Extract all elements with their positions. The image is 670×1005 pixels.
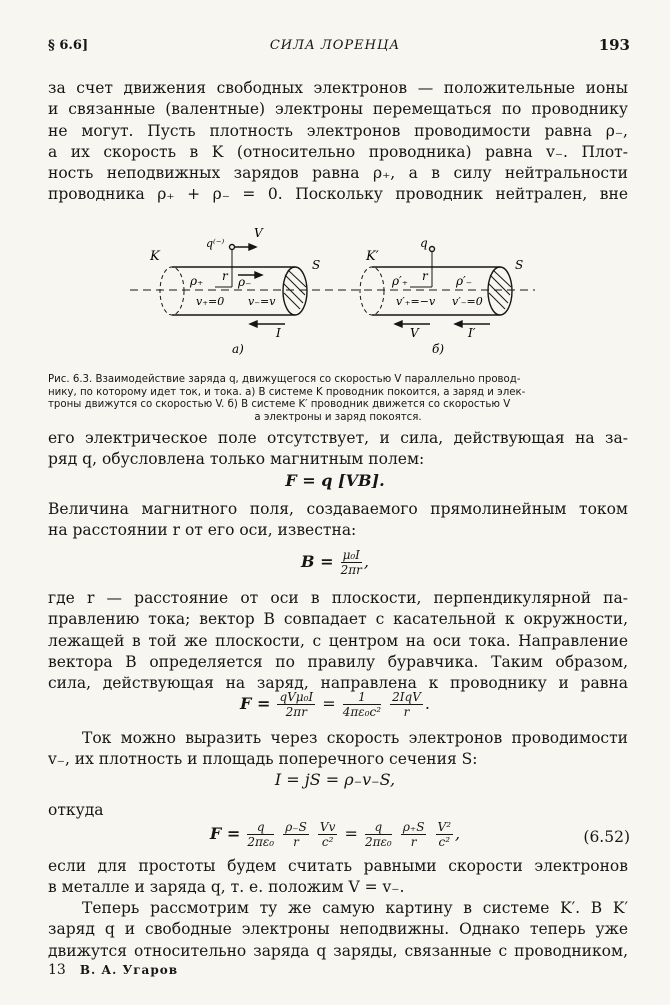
footer <box>48 962 178 978</box>
text-line: ряд q, обусловлена только магнитным полем: <box>48 450 425 469</box>
rho-plus-b: ρ′₊ <box>392 274 409 288</box>
equation-force: F = $\frac{\text{qVμ₀I}}{2\pi r}$ = $\frac{1}{\text{4πε₀c²}}$ $\frac{\text{2IqV}}{r}$ . <box>240 690 430 719</box>
equation-number: (6.52) <box>583 828 630 846</box>
figure-6-3 <box>0 225 670 365</box>
paragraph-6 <box>48 800 628 821</box>
text-line: заряд q и свободные электроны неподвижны. Однако теперь уже <box>48 920 628 939</box>
v-plus-b: v′₊=−v <box>396 295 436 308</box>
equation-lorentz: F = q [VB]. <box>285 471 385 490</box>
text-line: Ток можно выразить через скорость электронов проводимости <box>82 729 628 747</box>
rho-minus-b: ρ′₋ <box>456 274 473 288</box>
text-line: откуда <box>48 801 104 819</box>
fraction: $\frac{\text{μ₀I}}{2\pi r}$ <box>340 548 362 577</box>
equation-field: B = $\frac{\text{μ₀I}}{2\pi r}$ , <box>300 548 370 577</box>
text-line: Величина магнитного поля, создаваемого прямолинейным током <box>48 500 628 518</box>
text-line: ность неподвижных зарядов равна ρ₊, а в силу нейтральности <box>48 164 628 183</box>
r-label-a: r <box>222 269 228 283</box>
sublabel-b: б) <box>432 342 445 356</box>
paragraph-5 <box>48 728 628 771</box>
charge-label-a: q⁽⁻⁾ <box>206 237 225 250</box>
text-line: Теперь рассмотрим ту же самую картину в системе K′. В K′ <box>82 899 628 917</box>
velocity-label-a: V <box>254 226 263 240</box>
frame-k-label: K <box>150 249 160 264</box>
v-minus-b: v′₋=0 <box>452 295 483 308</box>
text-line: не могут. Пусть плотность электронов проводимости равна ρ₋, <box>48 121 628 140</box>
paragraph-2 <box>48 428 628 471</box>
text-line: v₋, их плотность и площадь поперечного сечения S: <box>48 750 478 769</box>
text-line: где r — расстояние от оси в плоскости, перпендикулярной па- <box>48 589 628 607</box>
rho-minus-a: ρ₋ <box>238 275 252 289</box>
text-line: вектора B определяется по правилу буравчика. Таким образом, <box>48 652 628 671</box>
caption-line: Рис. 6.3. Взаимодействие заряда q, движущегося со скоростью V параллельно провод- <box>48 374 521 385</box>
caption-line: троны движутся со скоростью V. б) В системе K′ проводник движется со скоростью V <box>48 399 511 410</box>
equation-6-52: F = $\frac{q}{\text{2πε₀}}$ $\frac{\rho_-S}{r}$ $\frac{Vv}{\text{c²}}$ = $\frac{q}{\text{2πε₀}}$ $\frac{\rho_+S}{r}$ $\frac{\text{V²}}{\text{c²}}$ , (6.52) <box>209 820 630 849</box>
figure-a <box>130 244 330 327</box>
author-name: В. А. Угаров <box>79 963 179 977</box>
paragraph-7 <box>48 856 628 899</box>
s-label-b: S <box>515 258 524 272</box>
equation-current: I = jS = ρ₋v₋S, <box>274 770 396 789</box>
current-label-b: I′ <box>468 326 476 340</box>
text-line: движутся относительно заряда q заряды, связанные с проводником, <box>48 941 628 960</box>
s-label-a: S <box>312 258 321 272</box>
paragraph-3 <box>48 499 628 542</box>
caption-line: а электроны и заряд покоятся. <box>254 411 422 423</box>
text-line: его электрическое поле отсутствует, и сила, действующая на за- <box>48 429 628 447</box>
velocity-label-b: V <box>410 326 419 340</box>
text-line: в металле и заряда q, т. е. положим V = v₋. <box>48 878 405 897</box>
r-label-b: r <box>422 269 428 283</box>
running-title: СИЛА ЛОРЕНЦА <box>269 38 401 53</box>
v-plus-a: v₊=0 <box>196 295 225 308</box>
frame-k-prime-label: K′ <box>366 249 379 264</box>
rho-plus-a: ρ₊ <box>190 274 204 288</box>
text-line: а их скорость в K (относительно проводника) равна v₋. Плот- <box>48 142 628 161</box>
signature-number: 13 <box>48 962 66 978</box>
page-number: 193 <box>598 36 630 54</box>
paragraph-8 <box>48 898 628 962</box>
text-line: если для простоты будем считать равными скорости электронов <box>48 857 628 875</box>
paragraph-4 <box>48 588 628 694</box>
paragraph-1 <box>48 78 628 206</box>
current-label-a: I <box>276 326 281 340</box>
text-line: за счет движения свободных электронов — положительные ионы <box>48 79 628 97</box>
figure-b <box>325 247 535 328</box>
text-line: на расстоянии r от его оси, известна: <box>48 521 357 540</box>
sublabel-a: а) <box>232 342 244 356</box>
caption-line: нику, по которому идет ток, и тока. а) В системе K проводник покоится, а заряд и элек- <box>48 386 526 398</box>
text-line: сила, действующая на заряд, направлена к проводнику и равна <box>48 674 628 693</box>
figure-caption <box>48 374 628 424</box>
section-ref: § 6.6] <box>48 38 89 53</box>
text-line: и связанные (валентные) электроны перемещаться по проводнику <box>48 100 628 119</box>
v-minus-a: v₋=v <box>248 295 276 308</box>
text-line: лежащей в той же плоскости, с центром на оси тока. Направление <box>48 631 628 650</box>
charge-label-b: q <box>420 236 428 250</box>
eq-lhs: B = <box>300 552 334 571</box>
text-line: правлению тока; вектор B совпадает с касательной к окружности, <box>48 610 628 629</box>
text-line: проводника ρ₊ + ρ₋ = 0. Поскольку проводник нейтрален, вне <box>48 185 628 204</box>
